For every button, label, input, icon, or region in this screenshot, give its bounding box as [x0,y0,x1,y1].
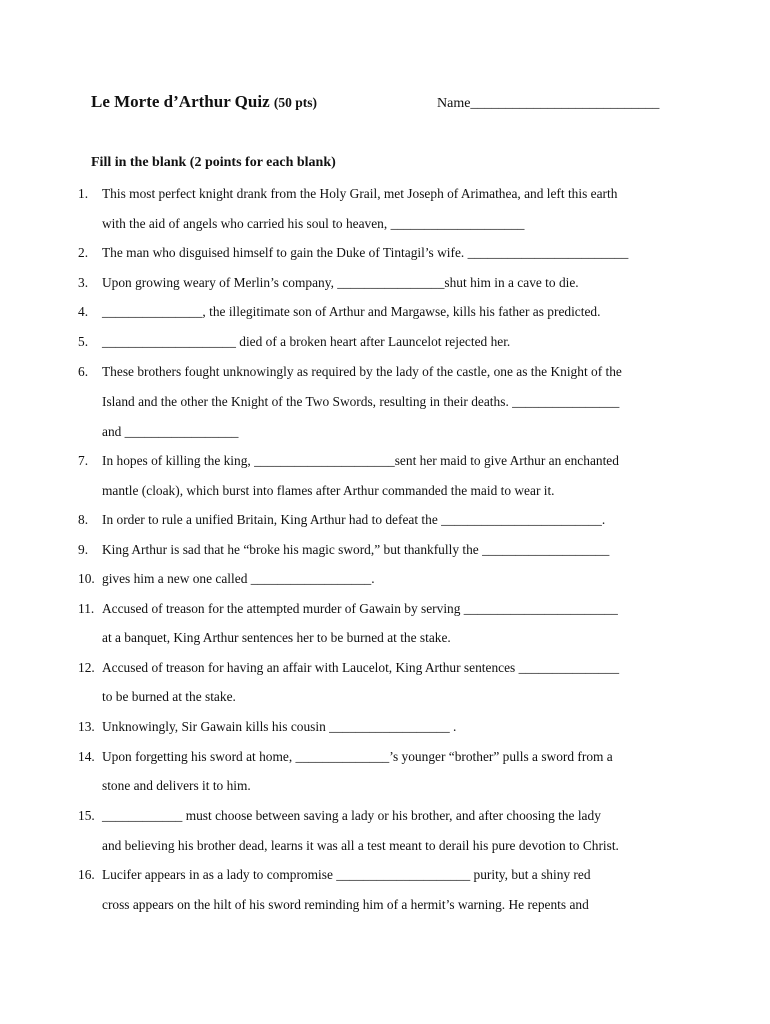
question-text: Unknowingly, Sir Gawain kills his cousin __________________ . [102,719,457,734]
question-number: 15. [78,808,95,823]
question-text: Accused of treason for the attempted murder of Gawain by serving _______________________ [102,601,618,616]
question-7 [78,453,698,469]
question-number: 6. [78,364,89,379]
question-1 [78,186,698,202]
quiz-title [91,92,317,112]
question-text: _______________, the illegitimate son of Arthur and Margawse, kills his father as predicted. [102,304,601,319]
question-number: 12. [78,660,95,675]
question-text: The man who disguised himself to gain the Duke of Tintagil’s wife. ________________________ [102,245,629,260]
question-text: gives him a new one called __________________. [102,571,375,586]
question-text: ____________ must choose between saving a lady or his brother, and after choosing the lady [102,808,601,823]
question-10 [78,571,698,587]
question-text: Upon growing weary of Merlin’s company, ________________shut him in a cave to die. [102,275,579,290]
quiz-points: (50 pts) [273,95,317,110]
question-14 [78,749,698,765]
question-number: 3. [78,275,89,290]
question-text: Lucifer appears in as a lady to compromise ____________________ purity, but a shiny red [102,867,591,882]
question-16-continued: cross appears on the hilt of his sword reminding him of a hermit’s warning. He repents and [102,897,589,912]
question-number: 10. [78,571,95,586]
question-text: ____________________ died of a broken heart after Launcelot rejected her. [102,334,511,349]
name-field[interactable]: Name___________________________ [437,96,660,111]
question-number: 8. [78,512,89,527]
question-text: In order to rule a unified Britain, King Arthur had to defeat the ________________________. [102,512,606,527]
question-number: 5. [78,334,89,349]
question-number: 7. [78,453,89,468]
question-14-continued: stone and delivers it to him. [102,778,251,793]
question-9 [78,542,698,558]
question-text: These brothers fought unknowingly as required by the lady of the castle, one as the Knight of the [102,364,622,379]
question-number: 16. [78,867,95,882]
question-1-continued: with the aid of angels who carried his soul to heaven, ____________________ [102,216,525,231]
question-number: 14. [78,749,95,764]
question-15-continued: and believing his brother dead, learns it was all a test meant to derail his pure devotion to Christ. [102,838,619,853]
question-7-continued: mantle (cloak), which burst into flames after Arthur commanded the maid to wear it. [102,483,555,498]
question-number: 1. [78,186,89,201]
question-15 [78,808,698,824]
question-6 [78,364,698,380]
question-number: 11. [78,601,95,616]
section-heading: Fill in the blank (2 points for each blank) [91,155,336,170]
question-number: 2. [78,245,89,260]
question-text: Upon forgetting his sword at home, ______________’s younger “brother” pulls a sword from a [102,749,613,764]
question-3 [78,275,698,291]
question-2 [78,245,698,261]
question-11 [78,601,698,617]
question-number: 9. [78,542,89,557]
question-number: 13. [78,719,95,734]
question-11-continued: at a banquet, King Arthur sentences her to be burned at the stake. [102,630,451,645]
question-6-continued-2: and _________________ [102,424,239,439]
question-text: Accused of treason for having an affair with Laucelot, King Arthur sentences _______________ [102,660,620,675]
question-6-continued: Island and the other the Knight of the Two Swords, resulting in their deaths. ________________ [102,394,620,409]
question-8 [78,512,698,528]
question-number: 4. [78,304,89,319]
question-12 [78,660,698,676]
question-4 [78,304,698,320]
quiz-title-text: Le Morte d’Arthur Quiz [91,92,270,111]
question-12-continued: to be burned at the stake. [102,689,236,704]
question-text: King Arthur is sad that he “broke his magic sword,” but thankfully the ___________________ [102,542,610,557]
question-16 [78,867,698,883]
question-13 [78,719,698,735]
question-text: This most perfect knight drank from the Holy Grail, met Joseph of Arimathea, and left this earth [102,186,618,201]
question-5 [78,334,698,350]
question-text: In hopes of killing the king, _____________________sent her maid to give Arthur an enchanted [102,453,619,468]
